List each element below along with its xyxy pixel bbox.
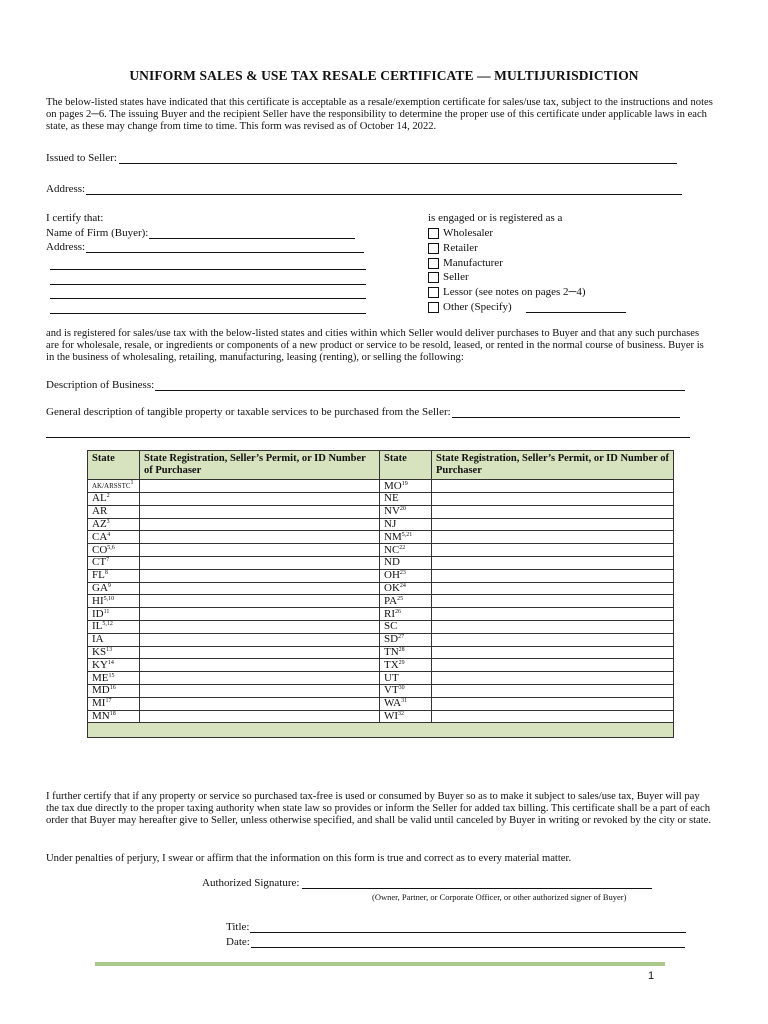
option-label: Seller	[443, 271, 469, 283]
buyer-address-line-5[interactable]	[50, 313, 366, 314]
table-row	[88, 620, 674, 633]
table-row	[88, 672, 674, 685]
state-cell	[88, 684, 140, 697]
title-field[interactable]	[250, 922, 686, 933]
signature-field[interactable]	[302, 878, 652, 889]
state-code: MO	[384, 479, 402, 492]
state-code: SC	[384, 620, 398, 633]
state-cell	[88, 633, 140, 646]
checkbox[interactable]	[428, 302, 439, 313]
registration-number-field[interactable]	[432, 620, 674, 633]
registration-number-field[interactable]	[140, 544, 380, 557]
registration-number-field[interactable]	[432, 646, 674, 659]
date-row	[226, 936, 685, 948]
option-lessor[interactable]	[428, 285, 586, 299]
table-row	[88, 480, 674, 493]
footnote-ref: 11	[103, 608, 110, 615]
registration-number-field[interactable]	[432, 493, 674, 506]
state-code: TN	[384, 645, 399, 658]
option-label: Other (Specify)	[443, 301, 512, 313]
table-row	[88, 518, 674, 531]
state-code: ID	[92, 607, 104, 620]
footnote-ref: 32	[398, 710, 405, 717]
table-row	[88, 505, 674, 518]
state-code: KY	[92, 658, 108, 671]
issued-to-seller-label: Issued to Seller:	[46, 152, 117, 164]
buyer-address-line-3[interactable]	[50, 284, 366, 285]
signature-label: Authorized Signature:	[202, 877, 300, 889]
buyer-address-label: Address:	[46, 241, 86, 253]
footnote-ref: 5,6	[107, 544, 115, 551]
intro-paragraph: The below-listed states have indicated that this certificate is acceptable as a resale/exemption certificate for sales/use tax, subject to the instructions and notes on pages 2─6. The issuing Buyer and the recipient Seller have the responsibility to determine the proper use of this certificate under applicable laws in each state, as these may change from time to time. This form was revised as of October 14, 2022.	[46, 97, 713, 133]
registration-number-field[interactable]	[140, 646, 380, 659]
seller-address-row	[46, 183, 682, 195]
footnote-ref: 20	[399, 506, 406, 513]
table-row	[88, 569, 674, 582]
col-state-right: State	[380, 451, 432, 480]
title-label: Title:	[226, 921, 250, 933]
state-code: ND	[384, 556, 400, 569]
registration-number-field[interactable]	[140, 633, 380, 646]
checkbox[interactable]	[428, 258, 439, 269]
firm-name-label: Name of Firm (Buyer):	[46, 227, 149, 239]
registration-number-field[interactable]	[432, 697, 674, 710]
footnote-ref: 27	[398, 634, 405, 641]
state-code: OK	[384, 581, 400, 594]
footnote-ref: 5,21	[401, 531, 413, 538]
table-row	[88, 659, 674, 672]
registration-number-field[interactable]	[140, 569, 380, 582]
state-cell	[380, 505, 432, 518]
general-description-field[interactable]	[452, 407, 680, 418]
state-code: AL	[92, 492, 107, 505]
registration-table	[87, 450, 674, 738]
state-code: IL	[92, 620, 103, 633]
table-row	[88, 556, 674, 569]
state-cell	[380, 697, 432, 710]
registration-number-field[interactable]	[432, 480, 674, 493]
footnote-ref: 4	[107, 531, 111, 538]
general-description-line-2[interactable]	[46, 437, 690, 438]
option-other[interactable]	[428, 300, 626, 314]
state-code: GA	[92, 581, 108, 594]
state-cell	[88, 659, 140, 672]
signature-caption: (Owner, Partner, or Corporate Officer, or other authorized signer of Buyer)	[372, 892, 627, 902]
state-cell	[380, 620, 432, 633]
state-code: FL	[92, 569, 105, 582]
other-specify-field[interactable]	[526, 301, 626, 313]
state-code: CO	[92, 543, 108, 556]
registration-number-field[interactable]	[140, 684, 380, 697]
registration-number-field[interactable]	[140, 518, 380, 531]
state-code: CA	[92, 530, 108, 543]
footnote-ref: 5,12	[102, 621, 113, 628]
state-code: WI	[384, 709, 399, 722]
seller-address-label: Address:	[46, 183, 86, 195]
registration-number-field[interactable]	[140, 620, 380, 633]
state-cell	[380, 569, 432, 582]
option-manufacturer[interactable]	[428, 256, 503, 270]
perjury-paragraph: Under penalties of perjury, I swear or affirm that the information on this form is true and correct as to every material matter.	[46, 853, 572, 864]
registration-number-field[interactable]	[432, 595, 674, 608]
option-label: Wholesaler	[443, 227, 494, 239]
state-code: AR	[92, 505, 108, 518]
registration-number-field[interactable]	[432, 569, 674, 582]
registration-number-field[interactable]	[432, 544, 674, 557]
footer-divider	[95, 962, 665, 966]
table-footer-row	[88, 723, 674, 738]
table-row	[88, 544, 674, 557]
footnote-ref: 9	[107, 582, 111, 589]
state-cell	[380, 518, 432, 531]
footnote-ref: 3	[106, 518, 110, 525]
state-cell	[380, 672, 432, 685]
state-cell	[380, 633, 432, 646]
general-description-row	[46, 406, 680, 418]
footnote-ref: 23	[399, 570, 406, 577]
state-cell	[88, 620, 140, 633]
col-state-left: State	[88, 451, 140, 480]
state-code: AK/ARSSTC	[92, 482, 131, 490]
state-cell	[380, 582, 432, 595]
general-description-label: General description of tangible property or taxable services to be purchased from the Seller:	[46, 406, 451, 418]
option-label: Retailer	[443, 242, 478, 254]
footnote-ref: 25	[397, 595, 404, 602]
state-cell	[380, 493, 432, 506]
further-certify-paragraph: I further certify that if any property or service so purchased tax-free is used or consumed by Buyer so as to make it subject to sales/use tax, Buyer will pay the tax due directly to the proper taxing authority when state law so provides or inform the Seller for added tax billing. This certificate shall be a part of each order that Buyer may hereafter give to Seller, unless otherwise specified, and shall be valid until canceled by Buyer in writing or revoked by the city or state.	[46, 791, 712, 827]
buyer-address-row	[46, 241, 364, 253]
state-cell	[88, 556, 140, 569]
state-cell	[380, 646, 432, 659]
state-cell	[88, 505, 140, 518]
state-cell	[380, 595, 432, 608]
registration-number-field[interactable]	[140, 582, 380, 595]
table-row	[88, 531, 674, 544]
state-code: SD	[384, 633, 399, 646]
state-code: ME	[92, 671, 109, 684]
signature-row	[202, 877, 652, 889]
state-code: TX	[384, 658, 399, 671]
table-footer-cell	[88, 723, 674, 738]
footnote-ref: 16	[109, 685, 116, 692]
registration-number-field[interactable]	[140, 697, 380, 710]
state-code: NE	[384, 492, 399, 505]
state-code: WA	[384, 697, 402, 710]
table-row	[88, 608, 674, 621]
state-cell	[88, 544, 140, 557]
state-cell	[88, 569, 140, 582]
state-code: CT	[92, 556, 107, 569]
registration-number-field[interactable]	[432, 518, 674, 531]
footnote-ref: 22	[399, 544, 406, 551]
state-code: PA	[384, 594, 398, 607]
state-cell	[88, 608, 140, 621]
registration-number-field[interactable]	[432, 672, 674, 685]
state-cell	[380, 608, 432, 621]
state-code: AZ	[92, 517, 107, 530]
registered-paragraph: and is registered for sales/use tax with the below-listed states and cities within which Seller would deliver purchases to Buyer and that any such purchases are for wholesale, resale, or ingredients or components of a new product or service to be resold, leased, or rented in the normal course of business. Buyer is in the business of wholesaling, retailing, manufacturing, leasing (renting), or selling the following:	[46, 328, 704, 364]
state-code: OH	[384, 569, 400, 582]
state-cell	[88, 582, 140, 595]
table-row	[88, 697, 674, 710]
description-row	[46, 379, 685, 391]
footnote-ref: 7	[106, 557, 110, 564]
state-code: NV	[384, 505, 400, 518]
state-cell	[380, 556, 432, 569]
state-code: NC	[384, 543, 400, 556]
table-row	[88, 595, 674, 608]
issued-to-seller-field[interactable]	[119, 153, 677, 164]
table-row	[88, 582, 674, 595]
registration-number-field[interactable]	[140, 595, 380, 608]
description-field[interactable]	[155, 380, 685, 391]
registration-number-field[interactable]	[432, 505, 674, 518]
state-cell	[88, 531, 140, 544]
state-cell	[88, 710, 140, 723]
state-code: UT	[384, 671, 399, 684]
registration-number-field[interactable]	[140, 659, 380, 672]
state-code: IA	[92, 633, 104, 646]
state-code: NM	[384, 530, 402, 543]
footnote-ref: 2	[106, 493, 110, 500]
engaged-heading	[428, 212, 562, 224]
registration-number-field[interactable]	[432, 684, 674, 697]
state-cell	[380, 684, 432, 697]
registration-number-field[interactable]	[140, 480, 380, 493]
footnote-ref: 15	[108, 672, 115, 679]
footnote-ref: 17	[105, 698, 112, 705]
footnote-ref: 29	[398, 659, 405, 666]
state-cell	[380, 710, 432, 723]
checkbox[interactable]	[428, 272, 439, 283]
state-cell	[88, 672, 140, 685]
checkbox[interactable]	[428, 228, 439, 239]
state-code: MN	[92, 709, 110, 722]
registration-number-field[interactable]	[140, 556, 380, 569]
registration-number-field[interactable]	[140, 493, 380, 506]
registration-number-field[interactable]	[432, 710, 674, 723]
registration-number-field[interactable]	[432, 531, 674, 544]
footnote-ref: 1	[130, 480, 134, 486]
certify-label	[46, 212, 103, 224]
buyer-address-line-2[interactable]	[50, 269, 366, 270]
firm-name-row	[46, 227, 355, 239]
state-cell	[88, 518, 140, 531]
state-code: NJ	[384, 517, 397, 530]
footnote-ref: 14	[107, 659, 114, 666]
state-code: MD	[92, 684, 110, 697]
state-code: MI	[92, 697, 106, 710]
state-cell	[380, 531, 432, 544]
state-code: HI	[92, 594, 104, 607]
footnote-ref: 13	[106, 646, 113, 653]
registration-number-field[interactable]	[432, 608, 674, 621]
date-label: Date:	[226, 936, 250, 948]
state-cell	[88, 480, 140, 493]
registration-number-field[interactable]	[140, 531, 380, 544]
table-row	[88, 493, 674, 506]
state-cell	[380, 659, 432, 672]
registration-number-field[interactable]	[432, 556, 674, 569]
state-cell	[380, 544, 432, 557]
footnote-ref: 26	[395, 608, 401, 615]
registration-number-field[interactable]	[432, 659, 674, 672]
state-code: VT	[384, 684, 399, 697]
page-number: 1	[648, 970, 655, 982]
table-header	[88, 451, 674, 480]
footnote-ref: 18	[109, 710, 116, 717]
form-title: UNIFORM SALES & USE TAX RESALE CERTIFICATE — MULTIJURISDICTION	[129, 68, 639, 83]
option-retailer[interactable]	[428, 241, 478, 255]
footnote-ref: 28	[398, 646, 405, 653]
col-reg-right: State Registration, Seller’s Permit, or ID Number of Purchaser	[432, 451, 674, 480]
footnote-ref: 24	[399, 582, 406, 589]
option-wholesaler[interactable]	[428, 226, 493, 240]
firm-name-field[interactable]	[149, 228, 355, 239]
registration-number-field[interactable]	[140, 710, 380, 723]
certify-text: I certify that:	[46, 212, 104, 224]
registration-number-field[interactable]	[140, 505, 380, 518]
footnote-ref: 19	[401, 480, 408, 487]
state-cell	[380, 480, 432, 493]
state-cell	[88, 646, 140, 659]
option-seller[interactable]	[428, 270, 469, 284]
title-row	[226, 921, 686, 933]
state-cell	[88, 493, 140, 506]
footnote-ref: 30	[398, 685, 405, 692]
seller-address-field[interactable]	[86, 184, 682, 195]
table-row	[88, 646, 674, 659]
table-row	[88, 684, 674, 697]
col-reg-left: State Registration, Seller’s Permit, or ID Number of Purchaser	[140, 451, 380, 480]
option-label: Manufacturer	[443, 257, 503, 269]
footnote-ref: 5,10	[103, 595, 115, 602]
state-code: RI	[384, 607, 395, 620]
buyer-address-field[interactable]	[86, 242, 364, 253]
description-label: Description of Business:	[46, 379, 155, 391]
issued-to-seller-row	[46, 152, 677, 164]
state-cell	[88, 697, 140, 710]
date-field[interactable]	[251, 937, 685, 948]
footnote-ref: 8	[104, 570, 108, 577]
state-cell	[88, 595, 140, 608]
buyer-address-line-4[interactable]	[50, 298, 366, 299]
registration-number-field[interactable]	[140, 672, 380, 685]
registration-number-field[interactable]	[140, 608, 380, 621]
state-code: KS	[92, 645, 107, 658]
registration-number-field[interactable]	[432, 582, 674, 595]
registration-number-field[interactable]	[432, 633, 674, 646]
checkbox[interactable]	[428, 287, 439, 298]
checkbox[interactable]	[428, 243, 439, 254]
footnote-ref: 31	[401, 698, 408, 705]
table-row	[88, 710, 674, 723]
option-label: Lessor (see notes on pages 2─4)	[443, 286, 586, 298]
engaged-heading-text: is engaged or is registered as a	[428, 212, 563, 224]
table-row	[88, 633, 674, 646]
